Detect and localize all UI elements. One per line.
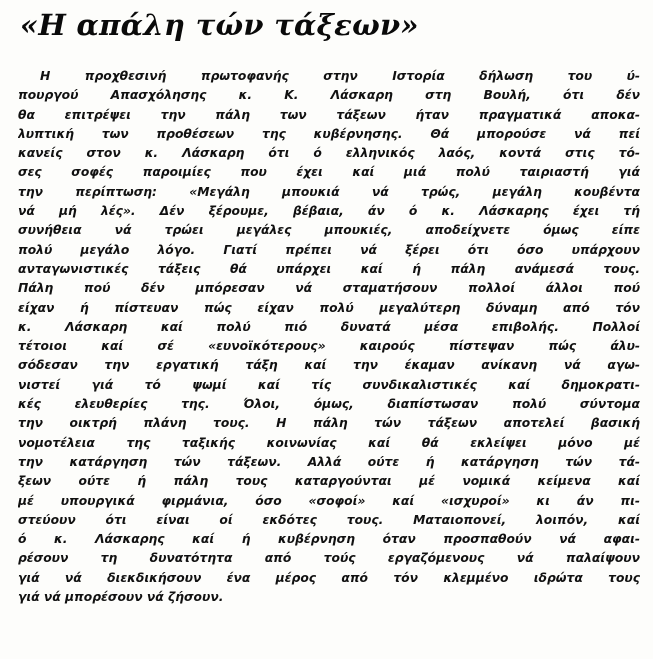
article-line: πολύ μεγάλο λόγο. Γιατί πρέπει νά ξέρει ότι όσο υπάρχουν <box>18 242 640 257</box>
article-line: νά μή λές». Δέν ξέρουμε, βέβαια, άν ό κ. Λάσκαρης έχει τή <box>18 204 640 219</box>
article-line: τέτοιοι καί σέ «ευνοϊκότερους» καιρούς πίστεψαν πώς άλυ- <box>18 339 640 354</box>
article-line: συνήθεια νά τρώει μεγάλες μπουκιές, αποδείχνετε όμως είπε <box>18 223 640 238</box>
article-line: πουργού Απασχόλησης κ. Κ. Λάσκαρη στη Βουλή, ότι δέν <box>18 88 640 103</box>
article-line: γιά νά μπορέσουν νά ζήσουν. <box>18 590 224 605</box>
article-body <box>18 67 640 607</box>
article-line: κανείς στον κ. Λάσκαρη ότι ό ελληνικός λαός, κοντά στις τό- <box>18 146 640 161</box>
article-line: Πάλη πού δέν μπόρεσαν νά σταματήσουν πολλοί άλλοι πού <box>18 281 640 296</box>
article-line: κές ελευθερίες της. Όλοι, όμως, διαπίστωσαν πολύ σύντομα <box>18 397 640 412</box>
article-line: είχαν ή πίστευαν πώς είχαν πολύ μεγαλύτερη δύναμη από τόν <box>18 300 640 315</box>
article-line: την περίπτωση: «Μεγάλη μπουκιά νά τρώς, μεγάλη κουβέντα <box>18 184 640 199</box>
headline: «Η απάλη τών τάξεων» <box>20 8 419 42</box>
article-line: γιά νά διεκδικήσουν ένα μέρος από τόν κλεμμένο ιδρώτα τους <box>18 570 640 585</box>
article-line: μέ υπουργικά φιρμάνια, όσο «σοφοί» καί «ισχυροί» κι άν πι- <box>18 493 640 508</box>
article-line: στεύουν ότι είναι οί εκδότες τους. Ματαιοπονεί, λοιπόν, καί <box>18 512 640 527</box>
article-line: νιστεί γιά τό ψωμί καί τίς συνδικαλιστικές καί δημοκρατι- <box>18 377 640 392</box>
article-line: Η προχθεσινή πρωτοφανής στην Ιστορία δήλωση του ύ- <box>40 69 640 83</box>
article-line: την κατάργηση τών τάξεων. Αλλά ούτε ή κατάργηση τών τά- <box>18 454 640 469</box>
article-line: κ. Λάσκαρη καί πολύ πιό δυνατά μέσα επιβολής. Πολλοί <box>18 319 640 334</box>
article-line: θα επιτρέψει την πάλη των τάξεων ήταν πραγματικά αποκα- <box>18 107 640 122</box>
article-line: ό κ. Λάσκαρης καί ή κυβέρνηση όταν προσπαθούν νά αφαι- <box>18 532 640 547</box>
article-line: ρέσουν τη δυνατότητα από τούς εργαζόμενους νά παλαίψουν <box>18 551 640 566</box>
article-line: λυπτική των προθέσεων της κυβέρνησης. Θά μπορούσε νά πεί <box>18 126 640 141</box>
article-line: νομοτέλεια της ταξικής κοινωνίας καί θά εκλείψει μόνο μέ <box>18 435 640 450</box>
article-line: ανταγωνιστικές τάξεις θά υπάρχει καί ή πάλη ανάμεσά τους. <box>18 261 640 276</box>
article-line: την οικτρή πλάνη τους. Η πάλη τών τάξεων αποτελεί βασική <box>18 416 640 431</box>
article-line: σόδεσαν την εργατική τάξη καί την έκαμαν ανίκανη νά αγω- <box>18 358 640 373</box>
article-line: ξεων ούτε ή πάλη τους καταργούνται μέ νομικά κείμενα καί <box>18 474 640 489</box>
article-line: σες σοφές παροιμίες που έχει καί μιά πολύ ταιριαστή γιά <box>18 165 640 180</box>
